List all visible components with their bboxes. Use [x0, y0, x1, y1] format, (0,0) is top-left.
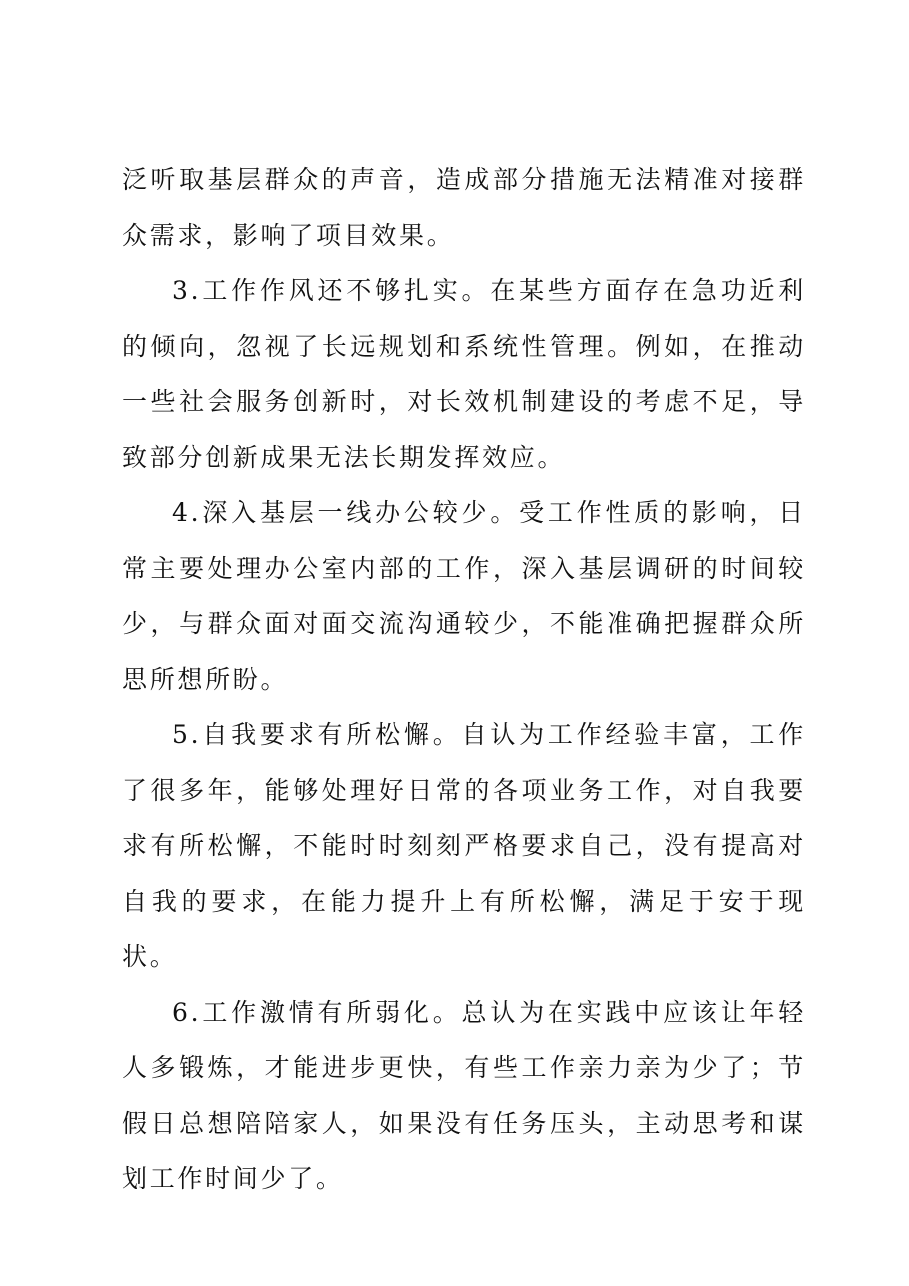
paragraph-item-6: 6.工作激情有所弱化。总认为在实践中应该让年轻人多锻炼，才能进步更快，有些工作亲力亲为少了；节假日总想陪陪家人，如果没有任务压头，主动思考和谋划工作时间少了。 — [122, 997, 806, 1193]
paragraph-item-5: 5.自我要求有所松懈。自认为工作经验丰富，工作了很多年，能够处理好日常的各项业务工作，对自我要求有所松懈，不能时时刻刻严格要求自己，没有提高对自我的要求，在能力提升上有所松懈，满足于安于现状。 — [122, 720, 806, 971]
document-body — [122, 152, 806, 1207]
paragraph-item-4: 4.深入基层一线办公较少。受工作性质的影响，日常主要处理办公室内部的工作，深入基层调研的时间较少，与群众面对面交流沟通较少，不能准确把握群众所思所想所盼。 — [122, 498, 806, 694]
paragraph-continuation: 泛听取基层群众的声音，造成部分措施无法精准对接群众需求，影响了项目效果。 — [122, 165, 806, 250]
paragraph-item-3: 3.工作作风还不够扎实。在某些方面存在急功近利的倾向，忽视了长远规划和系统性管理。例如，在推动一些社会服务创新时，对长效机制建设的考虑不足，导致部分创新成果无法长期发挥效应。 — [122, 276, 806, 472]
